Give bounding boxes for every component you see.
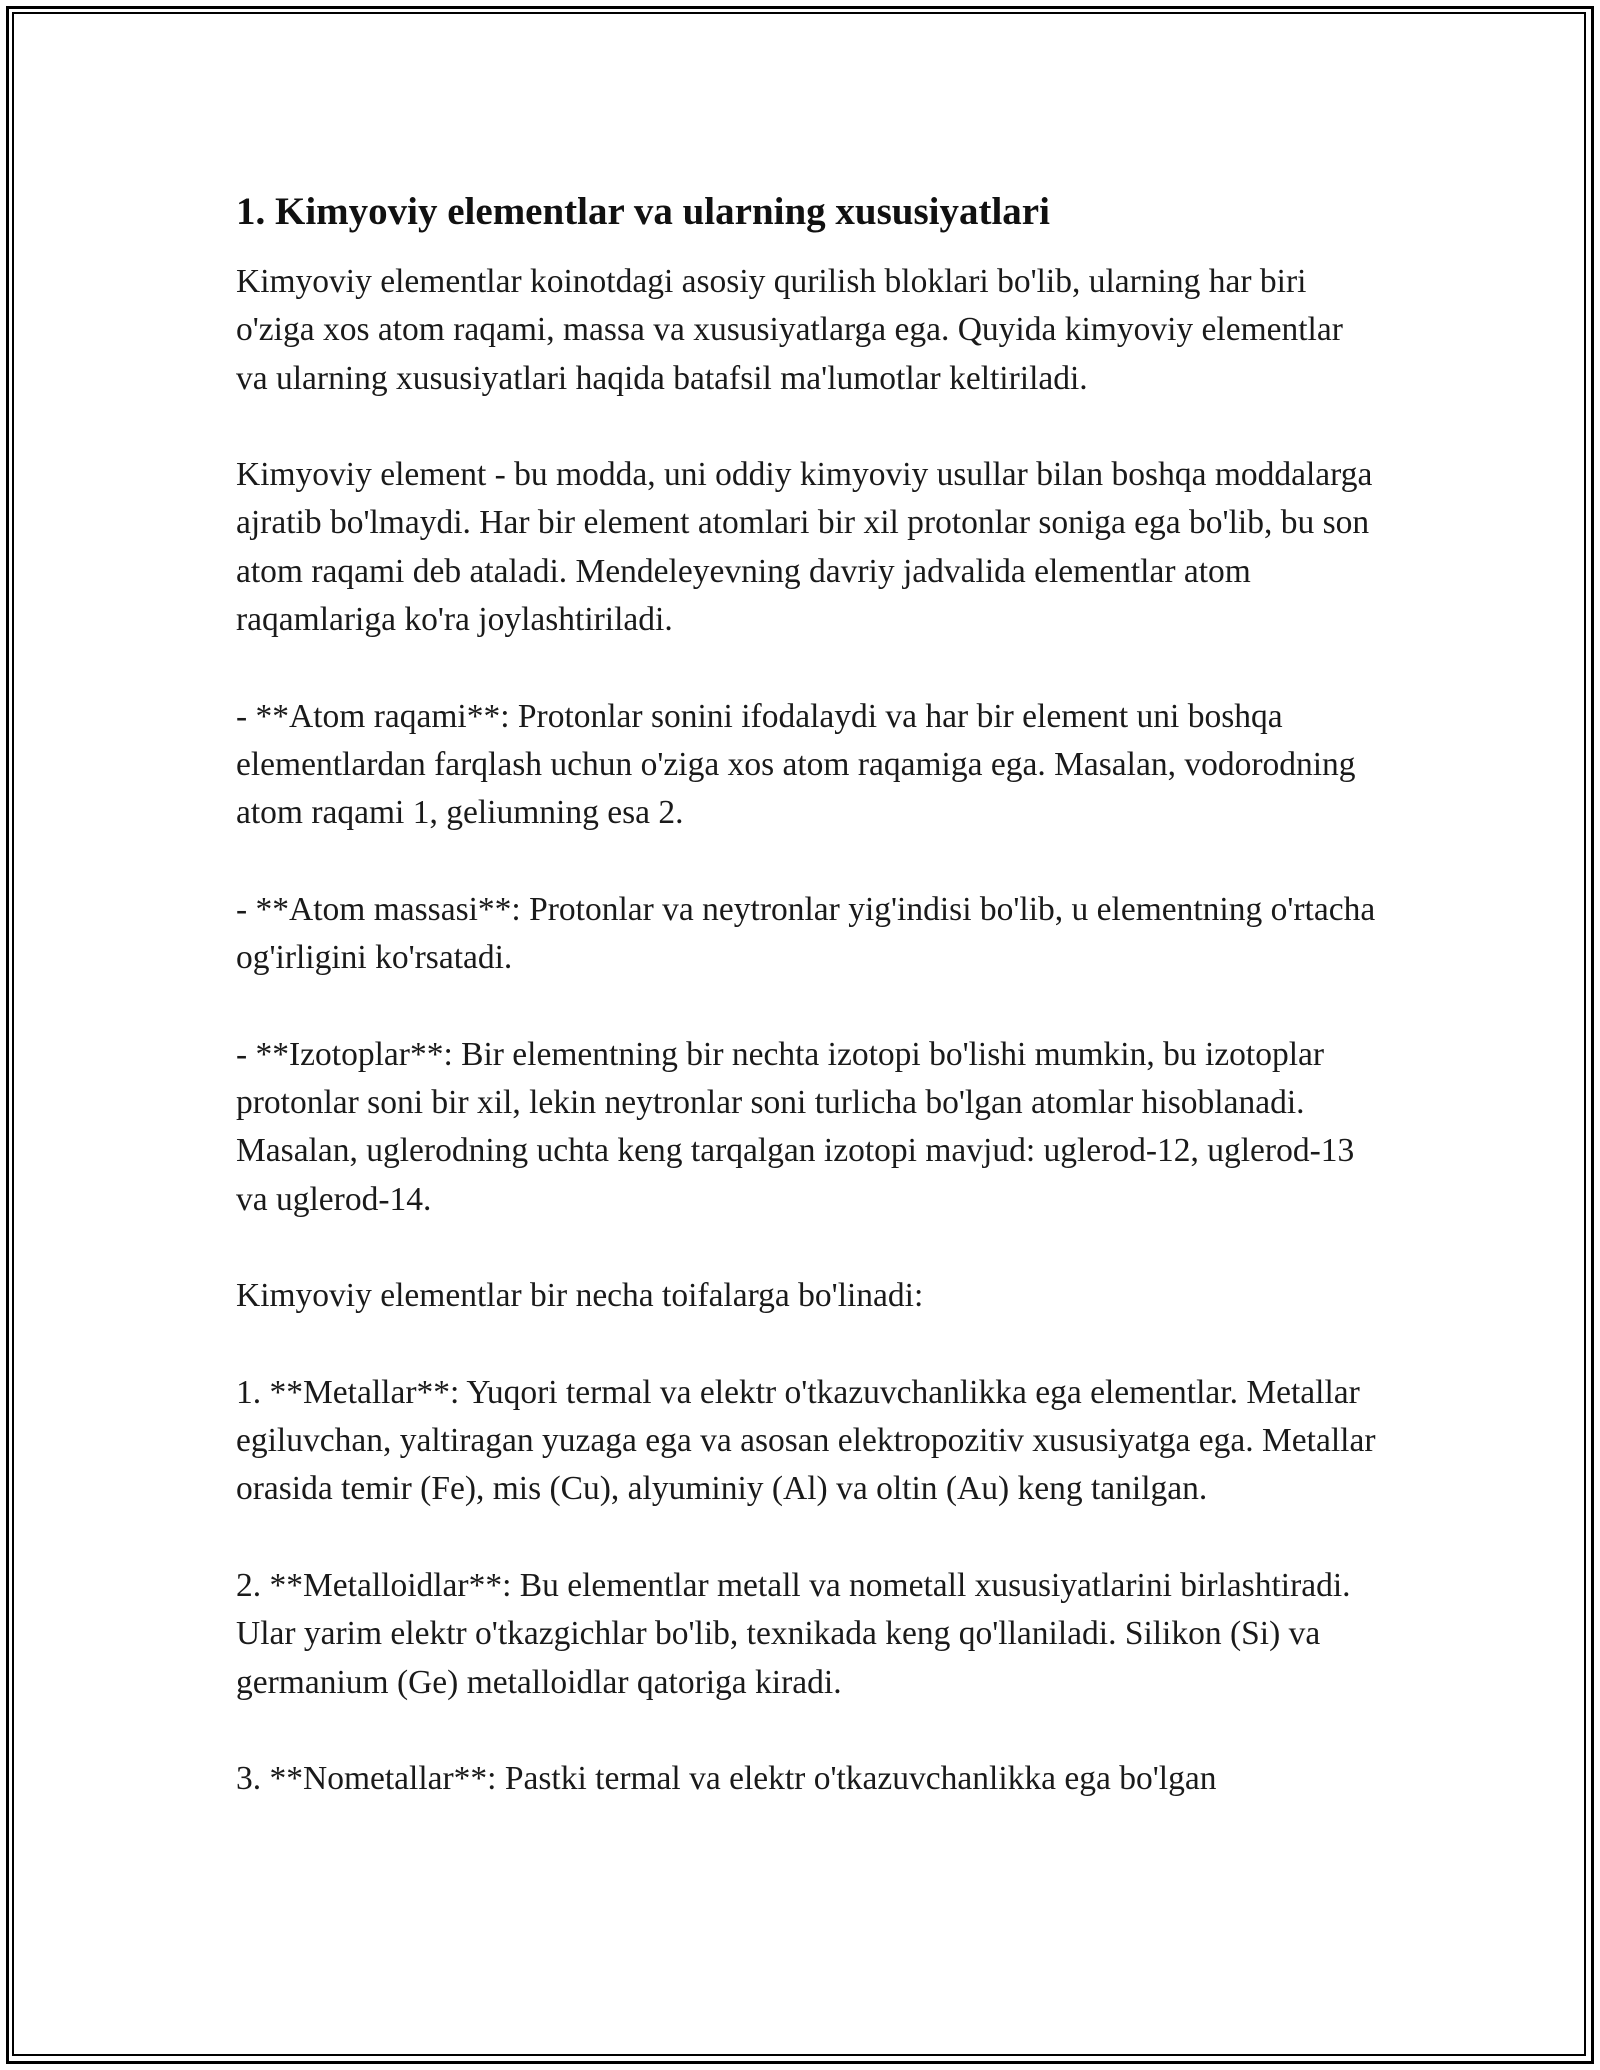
paragraph-isotopes: - **Izotoplar**: Bir elementning bir nechta izotopi bo'lishi mumkin, bu izotoplar protonlar soni bir xil, lekin neytronlar soni turlicha bo'lgan atomlar hisoblanadi. Masalan, uglerodning uchta keng tarqalgan izotopi mavjud: uglerod-12, uglerod-13 va uglerod-14.	[236, 1035, 1355, 1218]
document-body	[236, 186, 1376, 1852]
paragraph-atom-mass: - **Atom massasi**: Protonlar va neytronlar yig'indisi bo'lib, u elementning o'rtacha og'irligini ko'rsatadi.	[236, 890, 1376, 977]
paragraph-definition: Kimyoviy element - bu modda, uni oddiy kimyoviy usullar bilan boshqa moddalarga ajratib bo'lmaydi. Har bir element atomlari bir xil protonlar soniga ega bo'lib, bu son atom raqami deb ataladi. Mendeleyevning davriy jadvalida elementlar atom raqamlariga ko'ra joylashtiriladi.	[236, 456, 1373, 639]
paragraph-metalloids: 2. **Metalloidlar**: Bu elementlar metall va nometall xususiyatlarini birlashtiradi. Ular yarim elektr o'tkazgichlar bo'lib, texnikada keng qo'llaniladi. Silikon (Si) va germanium (Ge) metalloidlar qatoriga kiradi.	[236, 1567, 1351, 1701]
document-title: 1. Kimyoviy elementlar va ularning xususiyatlari	[236, 190, 1050, 233]
paragraph-intro: Kimyoviy elementlar koinotdagi asosiy qurilish bloklari bo'lib, ularning har biri o'ziga xos atom raqami, massa va xususiyatlarga ega. Quyida kimyoviy elementlar va ularning xususiyatlari haqida batafsil ma'lumotlar keltiriladi.	[236, 263, 1343, 397]
paragraph-metals: 1. **Metallar**: Yuqori termal va elektr o'tkazuvchanlikka ega elementlar. Metallar egiluvchan, yaltiragan yuzaga ega va asosan elektropozitiv xususiyatga ega. Metallar orasida temir (Fe), mis (Cu), alyuminiy (Al) va oltin (Au) keng tanilgan.	[236, 1373, 1376, 1508]
paragraph-categories-intro: Kimyoviy elementlar bir necha toifalarga bo'linadi:	[236, 1277, 924, 1315]
paragraph-atom-number: - **Atom raqami**: Protonlar sonini ifodalaydi va har bir element uni boshqa elementlardan farqlash uchun o'ziga xos atom raqamiga ega. Masalan, vodorodning atom raqami 1, geliumning esa 2.	[236, 697, 1356, 832]
paragraph-nonmetals: 3. **Nometallar**: Pastki termal va elektr o'tkazuvchanlikka ega bo'lgan	[236, 1760, 1217, 1798]
